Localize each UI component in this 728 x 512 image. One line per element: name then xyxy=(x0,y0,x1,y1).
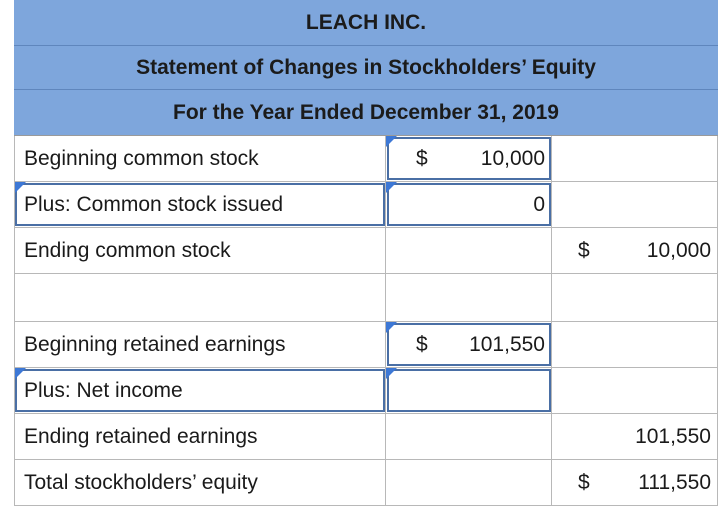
amount-cell xyxy=(386,460,552,505)
dollar-sign: $ xyxy=(578,238,590,262)
label-select-common-stock-issued[interactable]: Plus: Common stock issued xyxy=(14,182,386,227)
row-label: Total stockholders’ equity xyxy=(14,460,386,505)
dollar-sign: $ xyxy=(416,332,428,356)
total-cell xyxy=(552,368,718,413)
row-label: Ending retained earnings xyxy=(14,414,386,459)
row-label: Ending common stock xyxy=(14,228,386,273)
total-cell xyxy=(552,136,718,181)
company-name-header: LEACH INC. xyxy=(14,0,718,46)
dollar-sign: $ xyxy=(578,470,590,494)
total-value: 111,550 xyxy=(638,470,711,494)
total-cell xyxy=(552,322,718,367)
label-select-net-income[interactable]: Plus: Net income xyxy=(14,368,386,413)
total-value: 10,000 xyxy=(646,238,711,262)
amount-cell xyxy=(386,414,552,459)
amount-value: 0 xyxy=(533,192,545,216)
amount-input-beginning-retained-earnings[interactable] xyxy=(386,322,552,367)
row-label: Beginning retained earnings xyxy=(14,322,386,367)
table-row xyxy=(14,136,718,182)
table-row xyxy=(14,182,718,228)
period-header: For the Year Ended December 31, 2019 xyxy=(14,90,718,136)
amount-cell xyxy=(386,228,552,273)
amount-value: 10,000 xyxy=(480,146,545,170)
total-cell-ending-common-stock xyxy=(552,228,718,273)
total-value: 101,550 xyxy=(635,424,711,448)
statement-title-header: Statement of Changes in Stockholders’ Equity xyxy=(14,46,718,90)
table-row xyxy=(14,414,718,460)
amount-cell xyxy=(386,274,552,321)
table-row xyxy=(14,460,718,506)
total-cell xyxy=(552,274,718,321)
dollar-sign: $ xyxy=(416,146,428,170)
table-row xyxy=(14,368,718,414)
total-cell-ending-retained-earnings xyxy=(552,414,718,459)
total-cell-total-equity xyxy=(552,460,718,505)
statement-table xyxy=(14,0,718,506)
amount-input-net-income[interactable] xyxy=(386,368,552,413)
amount-input-beginning-common-stock[interactable] xyxy=(386,136,552,181)
table-row xyxy=(14,322,718,368)
amount-input-common-stock-issued[interactable] xyxy=(386,182,552,227)
row-label xyxy=(14,274,386,321)
amount-value: 101,550 xyxy=(469,332,545,356)
table-row xyxy=(14,228,718,274)
blank-row xyxy=(14,274,718,322)
row-label: Beginning common stock xyxy=(14,136,386,181)
total-cell xyxy=(552,182,718,227)
